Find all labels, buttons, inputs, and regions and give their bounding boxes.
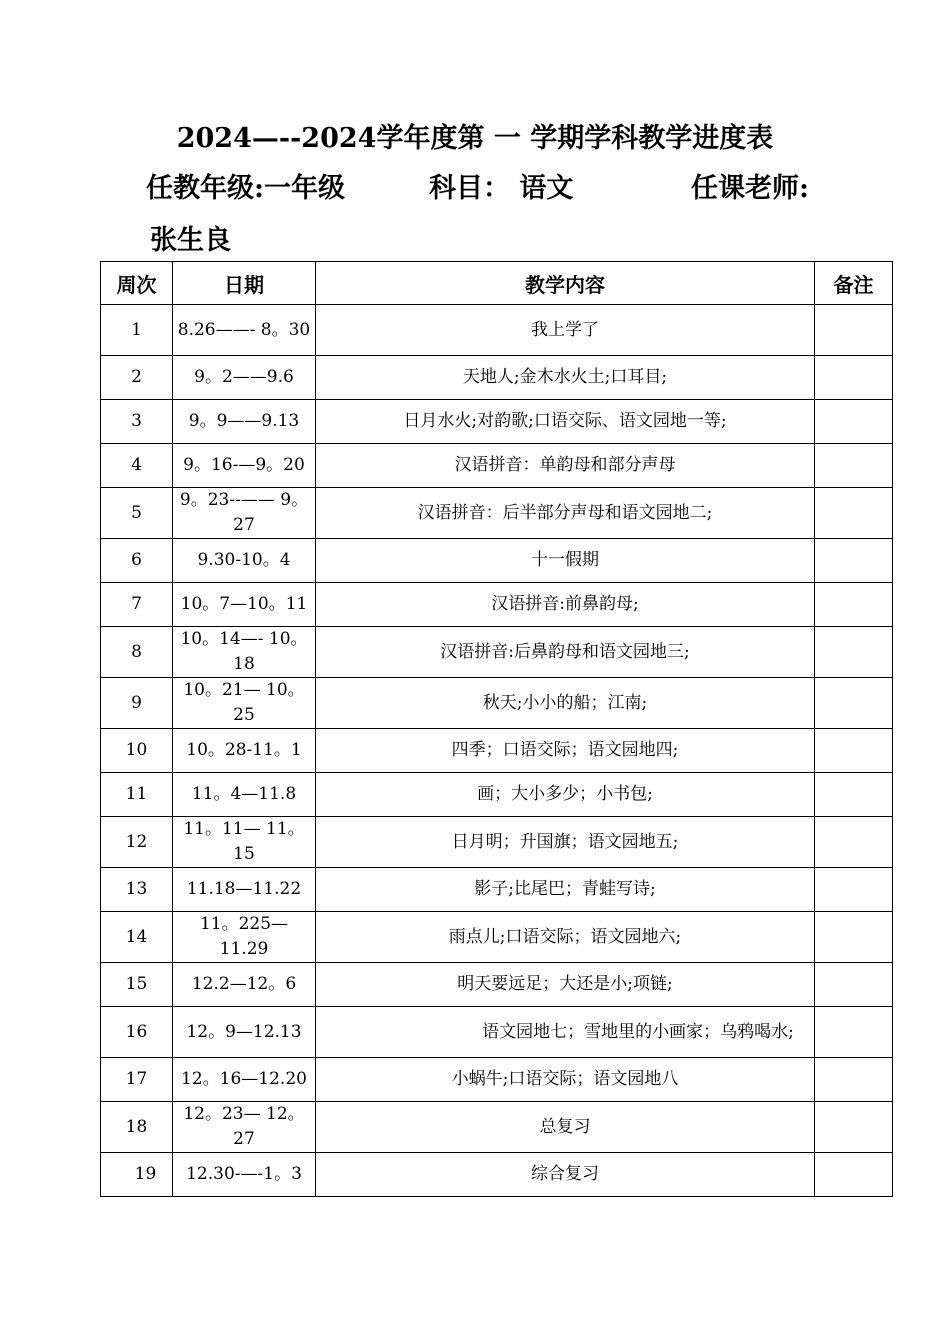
table-row	[101, 1102, 893, 1153]
table-row	[101, 356, 893, 400]
content-cell: 秋天;小小的船；江南;	[316, 678, 815, 729]
week-cell: 19	[101, 1153, 173, 1197]
date-cell: 10。7—10。11	[173, 583, 316, 627]
teacher-label: 任课老师:	[691, 173, 809, 204]
content-cell: 日月水火;对韵歌;口语交际、语文园地一等;	[316, 400, 815, 444]
date-cell: 12.30-—-1。3	[173, 1153, 316, 1197]
table-row	[101, 444, 893, 488]
week-cell: 18	[101, 1102, 173, 1153]
table-row	[101, 1058, 893, 1102]
week-cell: 1	[101, 305, 173, 356]
week-cell: 13	[101, 868, 173, 912]
note-cell	[815, 868, 893, 912]
column-header-date: 日期	[173, 262, 316, 305]
table-row	[101, 912, 893, 963]
date-cell: 12。9—12.13	[173, 1007, 316, 1058]
table-header-row	[101, 262, 893, 305]
date-cell: 10。14—- 10。18	[173, 627, 316, 678]
note-cell	[815, 1102, 893, 1153]
content-cell: 汉语拼音:后鼻韵母和语文园地三;	[316, 627, 815, 678]
content-cell: 雨点儿;口语交际；语文园地六;	[316, 912, 815, 963]
note-cell	[815, 444, 893, 488]
week-cell: 15	[101, 963, 173, 1007]
column-header-week: 周次	[101, 262, 173, 305]
table-row	[101, 583, 893, 627]
content-cell: 天地人;金木水火土;口耳目;	[316, 356, 815, 400]
date-cell: 9。16-—9。20	[173, 444, 316, 488]
week-cell: 3	[101, 400, 173, 444]
note-cell	[815, 1153, 893, 1197]
note-cell	[815, 583, 893, 627]
week-cell: 9	[101, 678, 173, 729]
date-cell: 11。225— 11.29	[173, 912, 316, 963]
note-cell	[815, 817, 893, 868]
content-cell: 影子;比尾巴；青蛙写诗;	[316, 868, 815, 912]
note-cell	[815, 627, 893, 678]
column-header-content: 教学内容	[316, 262, 815, 305]
week-cell: 14	[101, 912, 173, 963]
date-cell: 12。16—12.20	[173, 1058, 316, 1102]
grade-label: 任教年级:一年级	[146, 173, 345, 204]
table-row	[101, 488, 893, 539]
table-row	[101, 627, 893, 678]
date-cell: 12.2—12。6	[173, 963, 316, 1007]
table-row	[101, 539, 893, 583]
date-cell: 9.30-10。4	[173, 539, 316, 583]
date-cell: 10。28-11。1	[173, 729, 316, 773]
content-cell: 画；大小多少；小书包;	[316, 773, 815, 817]
table-row	[101, 729, 893, 773]
content-cell: 我上学了	[316, 305, 815, 356]
content-cell: 汉语拼音:前鼻韵母;	[316, 583, 815, 627]
document-title: 2024—--2024学年度第 一 学期学科教学进度表	[176, 123, 774, 154]
table-row	[101, 678, 893, 729]
teacher-name: 张生良	[150, 225, 231, 256]
content-cell: 汉语拼音：后半部分声母和语文园地二;	[316, 488, 815, 539]
note-cell	[815, 356, 893, 400]
content-cell: 四季；口语交际；语文园地四;	[316, 729, 815, 773]
date-cell: 12。23— 12。27	[173, 1102, 316, 1153]
date-cell: 11.18—11.22	[173, 868, 316, 912]
note-cell	[815, 912, 893, 963]
column-header-note: 备注	[815, 262, 893, 305]
content-cell: 总复习	[316, 1102, 815, 1153]
note-cell	[815, 773, 893, 817]
content-cell: 日月明；升国旗；语文园地五;	[316, 817, 815, 868]
note-cell	[815, 305, 893, 356]
week-cell: 11	[101, 773, 173, 817]
week-cell: 7	[101, 583, 173, 627]
date-cell: 9。23--—— 9。27	[173, 488, 316, 539]
date-cell: 10。21— 10。25	[173, 678, 316, 729]
content-cell: 小蜗牛;口语交际；语文园地八	[316, 1058, 815, 1102]
schedule-table	[100, 261, 893, 1197]
week-cell: 10	[101, 729, 173, 773]
table-row	[101, 400, 893, 444]
date-cell: 11。11— 11。15	[173, 817, 316, 868]
date-cell: 8.26——- 8。30	[173, 305, 316, 356]
table-row	[101, 305, 893, 356]
date-cell: 9。9——9.13	[173, 400, 316, 444]
table-row	[101, 963, 893, 1007]
week-cell: 2	[101, 356, 173, 400]
content-cell: 汉语拼音：单韵母和部分声母	[316, 444, 815, 488]
table-row	[101, 1153, 893, 1197]
note-cell	[815, 1058, 893, 1102]
table-row	[101, 1007, 893, 1058]
subject-label: 科目： 语文	[429, 173, 574, 204]
note-cell	[815, 963, 893, 1007]
table-row	[101, 868, 893, 912]
note-cell	[815, 1007, 893, 1058]
week-cell: 5	[101, 488, 173, 539]
content-cell: 明天要远足；大还是小;项链;	[316, 963, 815, 1007]
content-cell: 综合复习	[316, 1153, 815, 1197]
week-cell: 17	[101, 1058, 173, 1102]
week-cell: 16	[101, 1007, 173, 1058]
note-cell	[815, 539, 893, 583]
week-cell: 6	[101, 539, 173, 583]
table-row	[101, 817, 893, 868]
content-cell: 语文园地七；雪地里的小画家；乌鸦喝水;	[316, 1007, 815, 1058]
table-row	[101, 773, 893, 817]
note-cell	[815, 678, 893, 729]
note-cell	[815, 400, 893, 444]
note-cell	[815, 729, 893, 773]
date-cell: 11。4—11.8	[173, 773, 316, 817]
week-cell: 4	[101, 444, 173, 488]
note-cell	[815, 488, 893, 539]
week-cell: 12	[101, 817, 173, 868]
table-body	[101, 305, 893, 1197]
week-cell: 8	[101, 627, 173, 678]
content-cell: 十一假期	[316, 539, 815, 583]
date-cell: 9。2——9.6	[173, 356, 316, 400]
